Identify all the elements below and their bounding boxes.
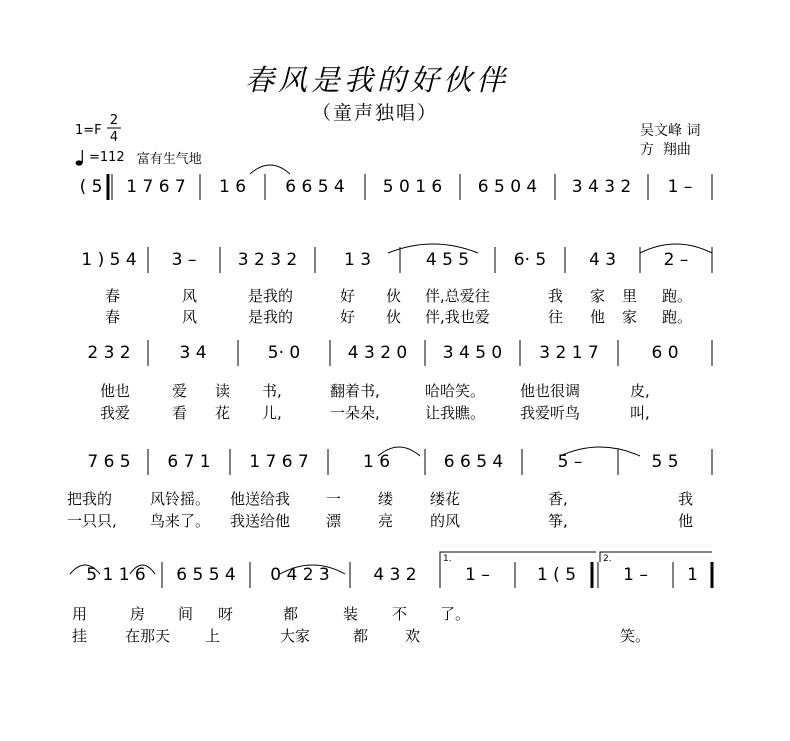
- measure-notes: 6 5 5 4: [176, 565, 236, 585]
- measure-notes: ( 5: [79, 177, 103, 197]
- measure-notes: 5 0 1 6: [382, 177, 443, 197]
- lyric-syllable: 把我的: [67, 490, 113, 508]
- lyric-syllable: 亮: [378, 512, 394, 530]
- volta-2-bracket: [600, 552, 712, 562]
- lyric-syllable: 笑。: [620, 627, 651, 645]
- lyric-syllable: 好: [340, 308, 356, 326]
- lyric-syllable: 呀: [218, 605, 234, 623]
- lyric-syllable: 我爱: [100, 404, 131, 422]
- measure-notes: 3 4: [179, 343, 207, 363]
- lyric-syllable: 欢: [405, 627, 421, 645]
- lyric-syllable: 我爱听鸟: [520, 404, 581, 422]
- lyric-syllable: 他: [590, 308, 606, 326]
- measure-notes: 1 7 6 7: [249, 452, 309, 472]
- lyric-syllable: 不: [392, 605, 408, 623]
- lyric-syllable: 他: [678, 512, 694, 530]
- lyric-syllable: 伙: [386, 287, 402, 305]
- lyric-syllable: 伙: [386, 308, 402, 326]
- lyric-syllable: 他送给我: [230, 490, 291, 508]
- lyric-syllable: 皮,: [630, 382, 650, 400]
- lyric-syllable: 房: [130, 605, 146, 623]
- lyric-syllable: 他也很调: [520, 382, 581, 400]
- composer-credit: 方 翔曲: [640, 142, 691, 158]
- lyric-syllable: 大家: [280, 627, 311, 645]
- lyric-syllable: 筝,: [548, 512, 568, 530]
- lyric-syllable: 伴,我也爱: [425, 308, 490, 326]
- lyric-syllable: 哈哈笑。: [425, 382, 486, 400]
- lyric-syllable: 叫,: [630, 404, 650, 422]
- measure-notes: 3 2 3 2: [237, 250, 298, 270]
- key-label: 1=F: [75, 123, 102, 138]
- measure-notes: 1 3: [343, 250, 372, 270]
- lyric-syllable: 家: [590, 287, 606, 305]
- lyric-syllable: 书,: [262, 382, 282, 400]
- measure-notes: 1 ( 5: [536, 565, 577, 585]
- measure-notes: 1 –: [623, 565, 648, 585]
- lyric-syllable: 间: [178, 605, 194, 623]
- measure-notes: 1 6: [362, 452, 391, 472]
- lyric-syllable: 漂: [326, 512, 342, 530]
- measure-notes: 2 3 2: [87, 343, 131, 363]
- lyric-syllable: 看: [172, 404, 188, 422]
- lyric-syllable: 跑。: [662, 287, 693, 305]
- lyric-syllable: 鸟来了。: [150, 512, 211, 530]
- measure-notes: 5 –: [557, 452, 583, 472]
- lyric-syllable: 我: [548, 287, 564, 305]
- volta-2-label: 2.: [603, 554, 612, 564]
- lyric-syllable: 缕花: [430, 490, 461, 508]
- lyric-syllable: 翻着书,: [330, 382, 380, 400]
- lyric-syllable: 挂: [72, 627, 88, 645]
- measure-notes: 1: [687, 565, 698, 585]
- volta-1-label: 1.: [443, 554, 452, 564]
- lyric-syllable: 我: [678, 490, 694, 508]
- measure-notes: 5 1 1 6: [86, 565, 146, 585]
- measure-notes: 3 –: [171, 250, 197, 270]
- measure-notes: 7 6 5: [87, 452, 131, 472]
- lyric-syllable: 一: [326, 490, 342, 508]
- measure-notes: 1 ) 5 4: [81, 250, 137, 270]
- measure-notes: 0 4 2 3: [270, 565, 330, 585]
- measure-notes: 2 –: [663, 250, 689, 270]
- lyric-syllable: 风: [182, 287, 198, 305]
- measure-notes: 6 6 5 4: [285, 177, 345, 197]
- lyric-syllable: 风: [182, 308, 198, 326]
- lyric-syllable: 家: [622, 308, 638, 326]
- measure-notes: 4 5 5: [425, 250, 470, 270]
- lyric-syllable: 风铃摇。: [150, 490, 211, 508]
- lyricist-credit: 吴文峰 词: [640, 123, 701, 139]
- measure-notes: 1 –: [667, 177, 693, 197]
- lyric-syllable: 装: [343, 605, 359, 623]
- lyric-syllable: 春: [105, 287, 121, 305]
- lyric-syllable: 儿,: [262, 404, 282, 422]
- lyric-syllable: 他也: [100, 382, 131, 400]
- volta-1-bracket: [440, 552, 596, 562]
- lyric-syllable: 爱: [172, 382, 188, 400]
- tempo-value: =112: [89, 150, 125, 165]
- lyric-syllable: 香,: [548, 490, 568, 508]
- measure-notes: 6 7 1: [167, 452, 211, 472]
- lyric-syllable: 是我的: [248, 308, 294, 326]
- lyric-syllable: 我送给他: [230, 512, 291, 530]
- measure-notes: 4 3 2: [373, 565, 417, 585]
- lyric-syllable: 往: [548, 308, 564, 326]
- measure-notes: 6 5 0 4: [477, 177, 538, 197]
- lyric-syllable: 伴,总爱往: [425, 287, 490, 305]
- measure-notes: 5· 0: [267, 343, 301, 363]
- lyric-syllable: 都: [353, 627, 369, 645]
- lyric-syllable: 用: [72, 605, 88, 623]
- expression-mark: 富有生气地: [136, 152, 202, 167]
- measure-notes: 3 4 5 0: [442, 343, 503, 363]
- measure-notes: 3 2 1 7: [539, 343, 599, 363]
- slur: [250, 165, 290, 174]
- measure-notes: 6· 5: [513, 250, 547, 270]
- measure-notes: 6 6 5 4: [443, 452, 504, 472]
- lyric-syllable: 春: [105, 308, 121, 326]
- lyric-syllable: 里: [622, 287, 638, 305]
- measure-notes: 6 0: [651, 343, 679, 363]
- lyric-syllable: 上: [205, 627, 221, 645]
- lyric-syllable: 的风: [430, 512, 461, 530]
- lyric-syllable: 让我瞧。: [425, 404, 486, 422]
- measure-notes: 1 6: [218, 177, 247, 197]
- lyric-syllable: 好: [340, 287, 356, 305]
- measure-notes: 4 3: [588, 250, 617, 270]
- measure-notes: 1 7 6 7: [126, 177, 186, 197]
- measure-notes: 1 –: [465, 565, 490, 585]
- lyric-syllable: 了。: [440, 605, 471, 623]
- lyric-syllable: 在那天: [125, 627, 171, 645]
- lyric-syllable: 跑。: [662, 308, 693, 326]
- time-sig-top: 2: [109, 113, 119, 128]
- lyric-syllable: 一朵朵,: [330, 404, 380, 422]
- song-subtitle: （童声独唱）: [312, 102, 439, 124]
- lyric-syllable: 读: [215, 382, 231, 400]
- lyric-syllable: 都: [283, 605, 299, 623]
- song-title: 春风是我的好伙伴: [245, 63, 510, 97]
- lyric-syllable: 一只只,: [67, 512, 117, 530]
- measure-notes: 4 3 2 0: [347, 343, 408, 363]
- lyric-syllable: 花: [215, 404, 231, 422]
- time-sig-bottom: 4: [109, 130, 119, 145]
- lyric-syllable: 是我的: [248, 287, 294, 305]
- measure-notes: 3 4 3 2: [571, 177, 632, 197]
- lyric-syllable: 缕: [378, 490, 394, 508]
- measure-notes: 5 5: [651, 452, 679, 472]
